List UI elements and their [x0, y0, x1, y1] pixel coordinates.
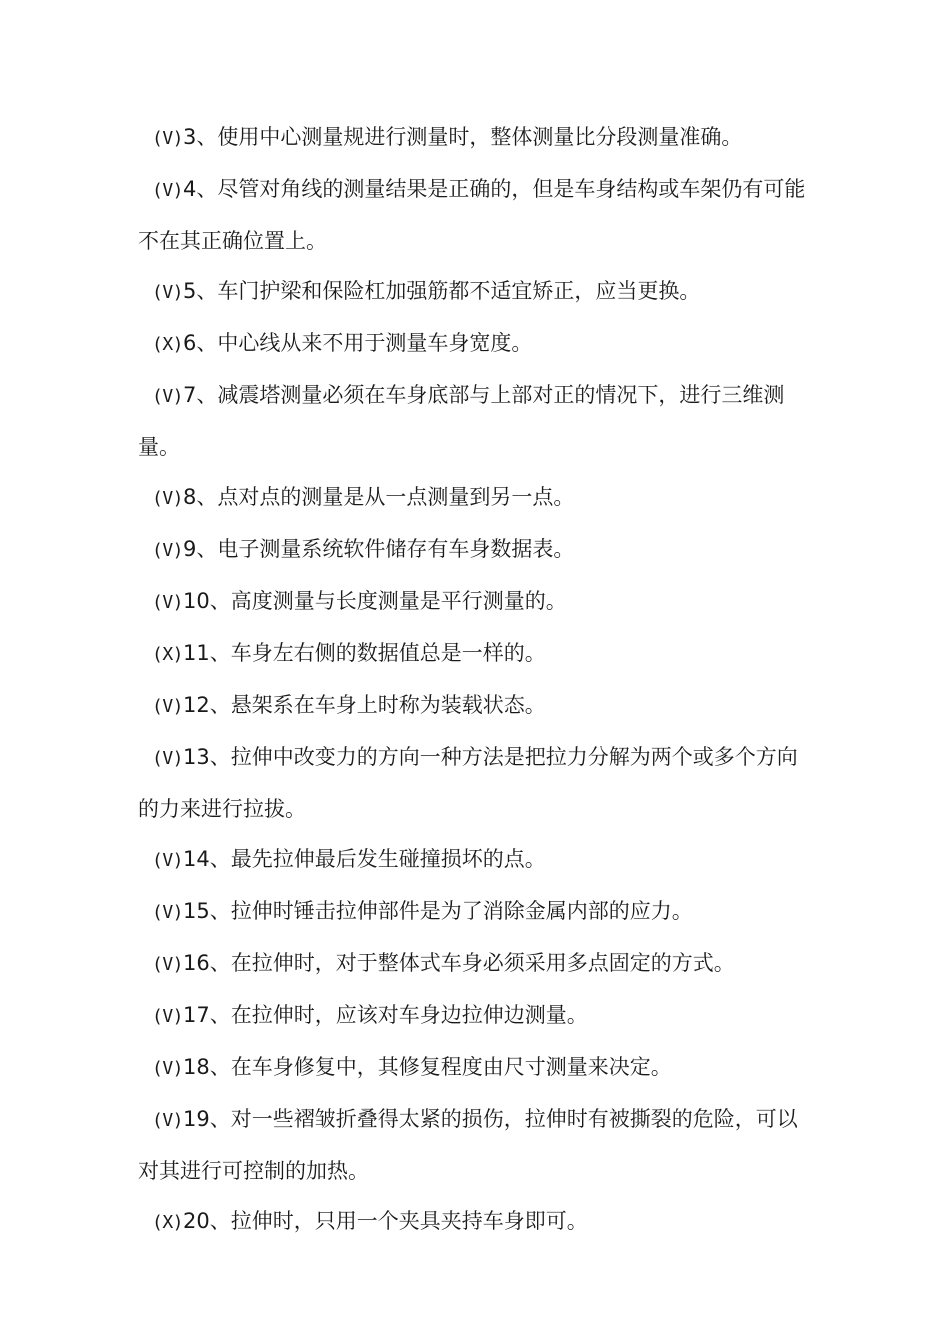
question-text: 14、最先拉伸最后发生碰撞损坏的点。	[183, 847, 546, 871]
question-list	[138, 112, 818, 1248]
question-text: 9、电子测量系统软件储存有车身数据表。	[183, 537, 575, 561]
list-item	[138, 834, 818, 886]
answer-mark: (X)	[152, 1212, 184, 1233]
answer-mark: (V)	[152, 902, 184, 923]
answer-mark: (V)	[152, 540, 184, 561]
question-text: 20、拉伸时，只用一个夹具夹持车身即可。	[183, 1209, 588, 1233]
list-item	[138, 164, 818, 266]
answer-mark: (V)	[152, 592, 184, 613]
answer-mark: (V)	[152, 386, 184, 407]
list-item	[138, 1196, 818, 1248]
list-item	[138, 1042, 818, 1094]
answer-mark: (V)	[152, 488, 184, 509]
answer-mark: (V)	[152, 128, 184, 149]
list-item	[138, 886, 818, 938]
answer-mark: (V)	[152, 282, 184, 303]
answer-mark: (V)	[152, 1006, 184, 1027]
list-item	[138, 266, 818, 318]
answer-mark: (V)	[152, 1058, 184, 1079]
question-text: 5、车门护梁和保险杠加强筋都不适宜矫正，应当更换。	[183, 279, 701, 303]
answer-mark: (V)	[152, 748, 184, 769]
list-item	[138, 628, 818, 680]
question-text: 17、在拉伸时，应该对车身边拉伸边测量。	[183, 1003, 588, 1027]
question-text: 4、尽管对角线的测量结果是正确的，但是车身结构或车架仍有可能不在其正确位置上。	[138, 177, 806, 253]
question-text: 10、高度测量与长度测量是平行测量的。	[183, 589, 567, 613]
list-item	[138, 938, 818, 990]
question-text: 18、在车身修复中，其修复程度由尺寸测量来决定。	[183, 1055, 672, 1079]
answer-mark: (V)	[152, 696, 184, 717]
answer-mark: (X)	[152, 334, 184, 355]
list-item	[138, 1094, 818, 1196]
list-item	[138, 524, 818, 576]
question-text: 11、车身左右侧的数据值总是一样的。	[183, 641, 546, 665]
question-text: 13、拉伸中改变力的方向一种方法是把拉力分解为两个或多个方向的力来进行拉拔。	[138, 745, 798, 821]
question-text: 7、减震塔测量必须在车身底部与上部对正的情况下，进行三维测量。	[138, 383, 785, 459]
list-item	[138, 370, 818, 472]
list-item	[138, 112, 818, 164]
list-item	[138, 318, 818, 370]
question-text: 16、在拉伸时，对于整体式车身必须采用多点固定的方式。	[183, 951, 735, 975]
list-item	[138, 472, 818, 524]
list-item	[138, 732, 818, 834]
question-text: 8、点对点的测量是从一点测量到另一点。	[183, 485, 575, 509]
question-text: 12、悬架系在车身上时称为装载状态。	[183, 693, 546, 717]
list-item	[138, 990, 818, 1042]
answer-mark: (X)	[152, 644, 184, 665]
question-text: 3、使用中心测量规进行测量时，整体测量比分段测量准确。	[183, 125, 743, 149]
list-item	[138, 680, 818, 732]
question-text: 6、中心线从来不用于测量车身宽度。	[183, 331, 533, 355]
answer-mark: (V)	[152, 180, 184, 201]
answer-mark: (V)	[152, 850, 184, 871]
answer-mark: (V)	[152, 954, 184, 975]
question-text: 19、对一些褶皱折叠得太紧的损伤，拉伸时有被撕裂的危险，可以对其进行可控制的加热。	[138, 1107, 798, 1183]
question-text: 15、拉伸时锤击拉伸部件是为了消除金属内部的应力。	[183, 899, 693, 923]
list-item	[138, 576, 818, 628]
answer-mark: (V)	[152, 1110, 184, 1131]
